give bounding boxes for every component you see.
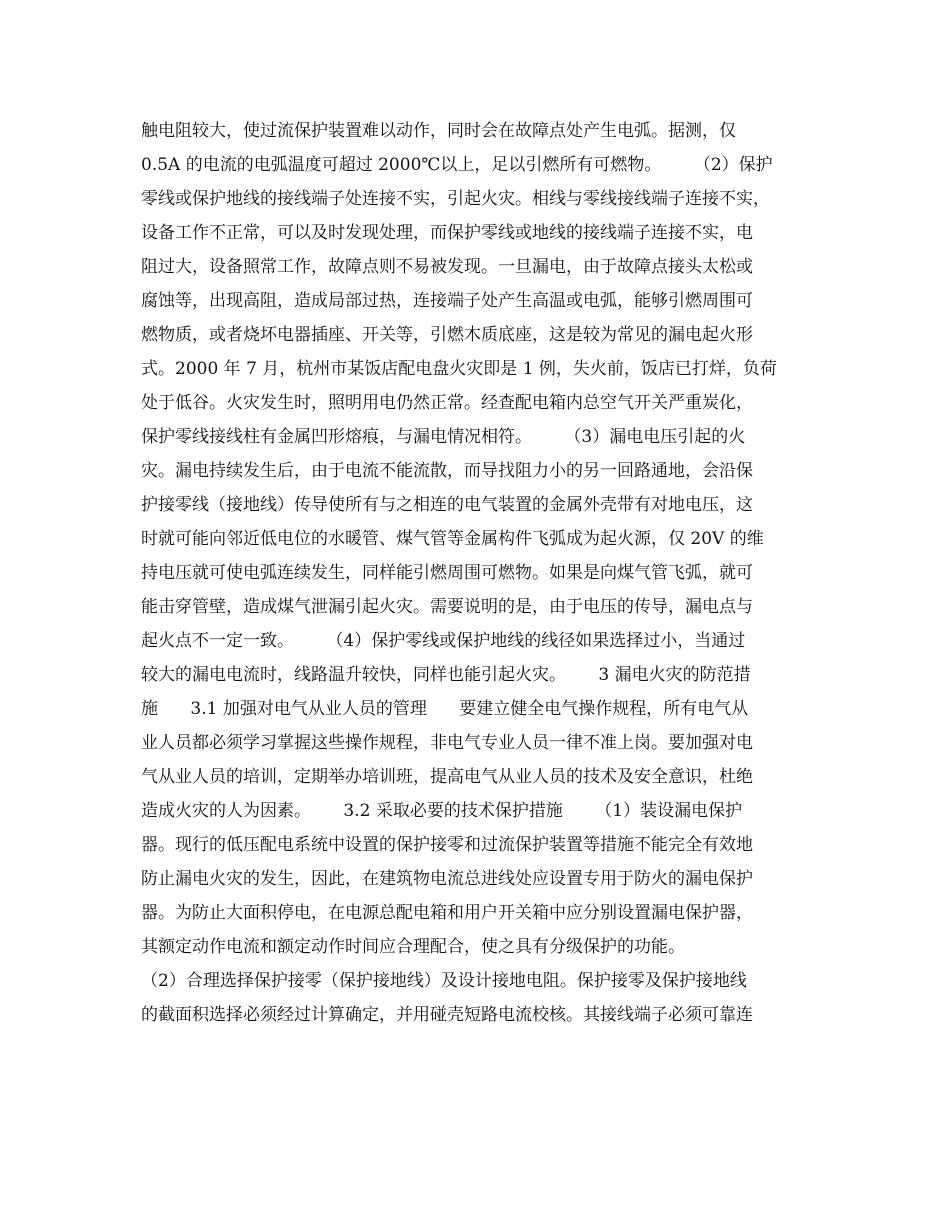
document-body [141, 114, 831, 1032]
text-line: 较大的漏电电流时，线路温升较快，同样也能引起火灾。 3 漏电火灾的防范措 [141, 665, 751, 685]
text-line: 灾。漏电持续发生后，由于电流不能流散，而导找阻力小的另一回路通地，会沿保 [141, 461, 753, 481]
text-line: （2）合理选择保护接零（保护接地线）及设计接地电阻。保护接零及保护接地线 [141, 971, 747, 991]
text-line: 处于低谷。火灾发生时，照明用电仍然正常。经查配电箱内总空气开关严重炭化， [141, 393, 753, 413]
text-line: 气从业人员的培训，定期举办培训班，提高电气从业人员的技术及安全意识，杜绝 [141, 767, 753, 787]
text-line: 设备工作不正常，可以及时发现处理，而保护零线或地线的接线端子连接不实，电 [141, 223, 753, 243]
text-line: 腐蚀等，出现高阻，造成局部过热，连接端子处产生高温或电弧，能够引燃周围可 [141, 291, 753, 311]
text-line: 的截面积选择必须经过计算确定，并用碰壳短路电流校核。其接线端子必须可靠连 [141, 1005, 753, 1025]
text-line: 造成火灾的人为因素。 3.2 采取必要的技术保护措施 （1）装设漏电保护 [141, 801, 743, 821]
text-line: 阻过大，设备照常工作，故障点则不易被发现。一旦漏电，由于故障点接头太松或 [141, 257, 753, 277]
text-line: 式。2000 年 7 月，杭州市某饭店配电盘火灾即是 1 例，失火前，饭店已打烊，负荷 [141, 359, 777, 379]
text-line: 施 3.1 加强对电气从业人员的管理 要建立健全电气操作规程，所有电气从 [141, 699, 749, 719]
text-line: 0.5A 的电流的电弧温度可超过 2000℃以上，足以引燃所有可燃物。 （2）保护 [141, 155, 773, 175]
text-line: 起火点不一定一致。 （4）保护零线或保护地线的线径如果选择过小，当通过 [141, 631, 746, 651]
text-line: 护接零线（接地线）传导使所有与之相连的电气装置的金属外壳带有对地电压，这 [141, 495, 753, 515]
text-line: 业人员都必须学习掌握这些操作规程，非电气专业人员一律不准上岗。要加强对电 [141, 733, 753, 753]
text-line: 零线或保护地线的接线端子处连接不实，引起火灾。相线与零线接线端子连接不实， [141, 189, 770, 209]
text-line: 器。现行的低压配电系统中设置的保护接零和过流保护装置等措施不能完全有效地 [141, 835, 753, 855]
text-line: 能击穿管壁，造成煤气泄漏引起火灾。需要说明的是，由于电压的传导，漏电点与 [141, 597, 753, 617]
text-line: 防止漏电火灾的发生，因此，在建筑物电流总进线处应设置专用于防火的漏电保护 [141, 869, 753, 889]
text-line: 其额定动作电流和额定动作时间应合理配合，使之具有分级保护的功能。 [141, 937, 685, 957]
text-line: 器。为防止大面积停电，在电源总配电箱和用户开关箱中应分别设置漏电保护器， [141, 903, 753, 923]
text-line: 持电压就可使电弧连续发生，同样能引燃周围可燃物。如果是向煤气管飞弧，就可 [141, 563, 753, 583]
text-line: 时就可能向邻近低电位的水暖管、煤气管等金属构件飞弧成为起火源，仅 20V 的维 [141, 529, 764, 549]
text-line: 燃物质，或者烧坏电器插座、开关等，引燃木质底座，这是较为常见的漏电起火形 [141, 325, 753, 345]
text-line: 保护零线接线柱有金属凹形熔痕，与漏电情况相符。 （3）漏电电压引起的火 [141, 427, 746, 447]
text-line: 触电阻较大，使过流保护装置难以动作，同时会在故障点处产生电弧。据测，仅 [141, 121, 736, 141]
